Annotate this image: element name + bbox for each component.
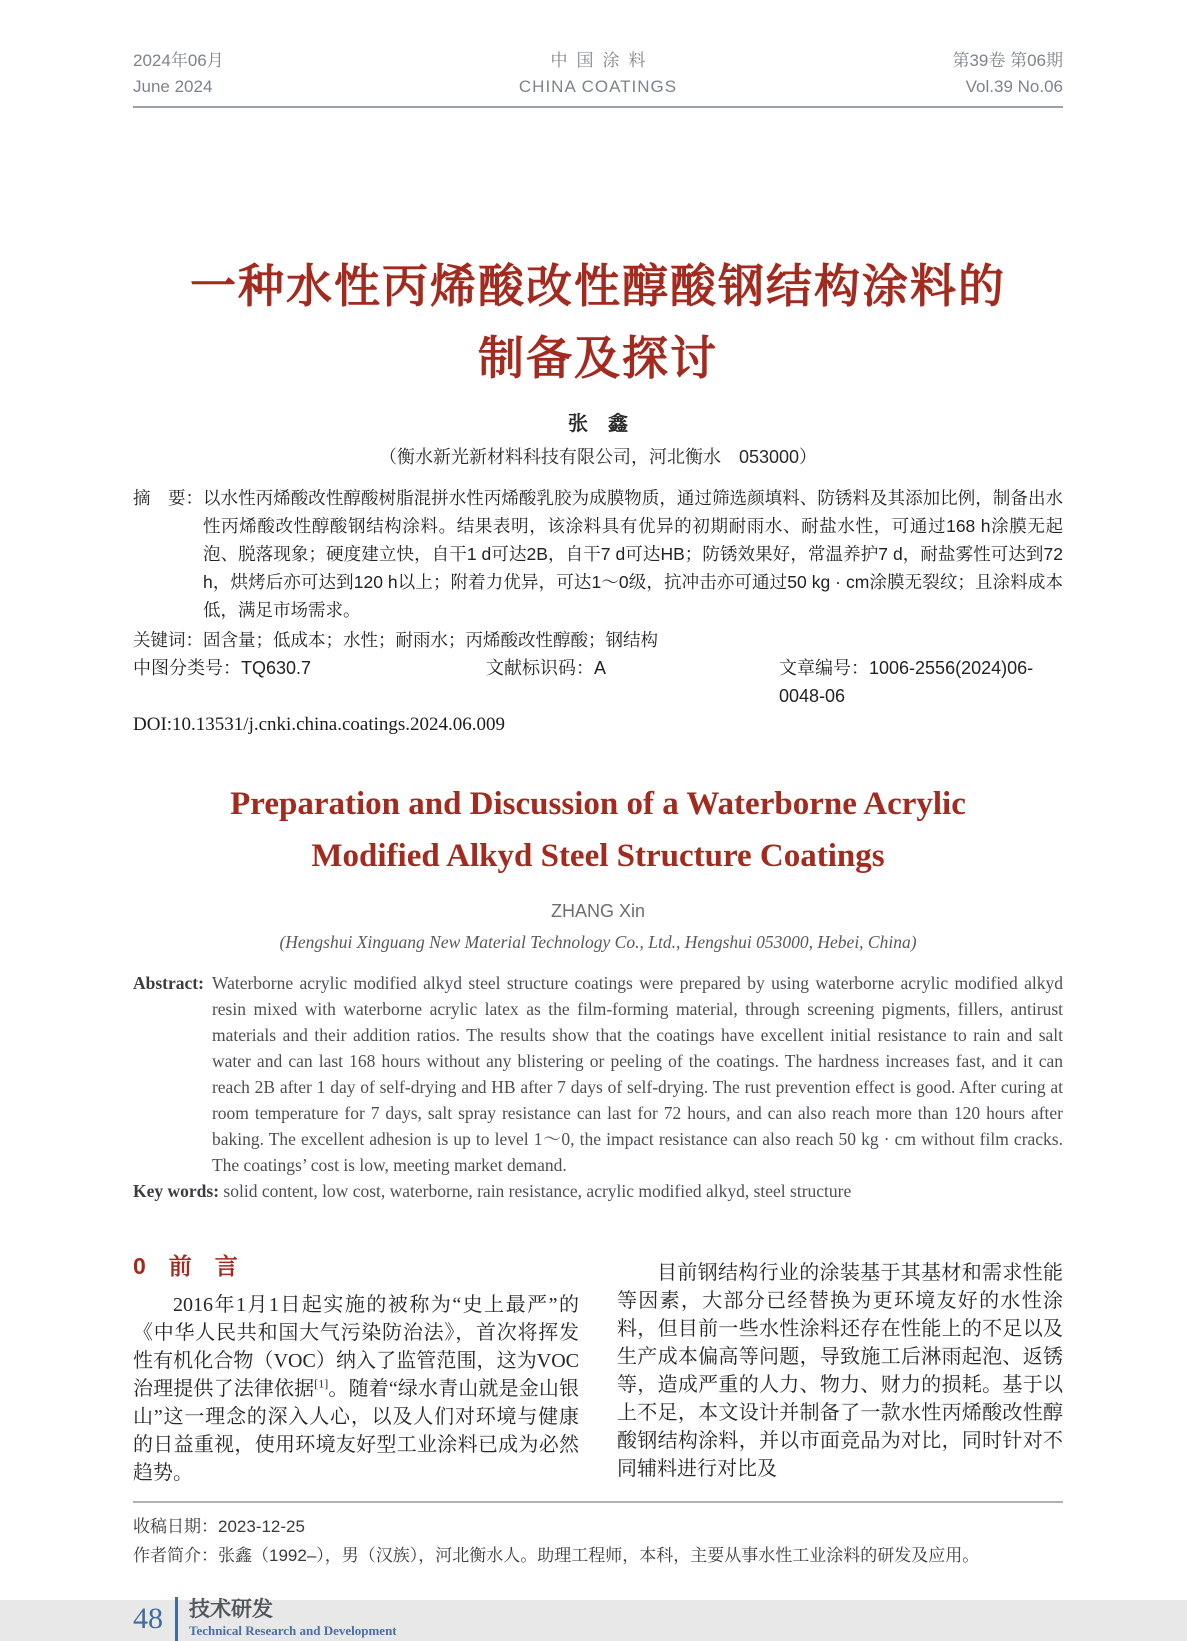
header-issue-en: Vol.39 No.06 bbox=[965, 77, 1063, 96]
intro-left-text-before-ref: 2016年1月1日起实施的被称为“史上最严”的《中华人民共和国大气污染防治法》，首次将挥发性有机化合物（VOC）纳入了监管范围，这为VOC治理提供了法律依据 bbox=[133, 1294, 579, 1400]
article-content bbox=[133, 250, 1063, 1487]
abstract-en-text: Waterborne acrylic modified alkyd steel structure coatings were prepared by using waterborne acrylic modified alkyd resin mixed with waterborne acrylic latex as the film-forming material, through screening pigments, fillers, antirust materials and their addition ratios. The results show that the coatings have excellent initial resistance to rain and salt water and can last 168 hours without any blistering or peeling of the coatings. The hardness increases fast, and it can reach 2B after 1 day of self-drying and HB after 7 days of self-drying. The rust prevention effect is good. After curing at room temperature for 7 days, salt spray resistance can last for 72 hours, and can also reach more than 120 hours after baking. The excellent adhesion is up to level 1～0, the impact resistance can also reach 50 kg · cm without film cracks. The coatings’ cost is low, meeting market demand. bbox=[211, 973, 1063, 1175]
keywords-en-label: Key words: bbox=[133, 1181, 220, 1201]
abstract-zh bbox=[133, 484, 1063, 624]
article-title-zh-line2: 制备及探讨 bbox=[478, 332, 718, 384]
header-date-en: June 2024 bbox=[133, 77, 213, 96]
page-footer bbox=[133, 1597, 1063, 1641]
intro-left-text-after-ref: 。随着“绿水青山就是金山银山”这一理念的深入人心，以及人们对环境与健康的日益重视，使用环境友好型工业涂料已成为必然趋势。 bbox=[133, 1378, 579, 1484]
header-issue bbox=[803, 48, 1063, 100]
article-title-zh-line1: 一种水性丙烯酸改性醇酸钢结构涂料的 bbox=[190, 260, 1006, 312]
article-title-en-line1: Preparation and Discussion of a Waterborne Acrylic bbox=[230, 786, 966, 822]
article-id: 文章编号：1006-2556(2024)06-0048-06 bbox=[779, 658, 1034, 706]
abstract-en bbox=[133, 970, 1063, 1178]
intro-paragraph-left bbox=[133, 1291, 579, 1487]
meta-row bbox=[133, 654, 1063, 710]
doi: DOI:10.13531/j.cnki.china.coatings.2024.06.009 bbox=[133, 714, 506, 735]
article-title-en-line2: Modified Alkyd Steel Structure Coatings bbox=[311, 838, 885, 874]
journal-header bbox=[133, 0, 1063, 108]
author-bio: 作者简介：张鑫（1992–），男（汉族），河北衡水人。助理工程师，本科，主要从事水性工业涂料的研发及应用。 bbox=[133, 1546, 980, 1565]
footer-section bbox=[189, 1598, 397, 1640]
article-title-en bbox=[133, 778, 1063, 882]
header-date bbox=[133, 48, 393, 100]
section-heading: 0 前 言 bbox=[133, 1253, 238, 1279]
footer-divider-bar bbox=[175, 1597, 178, 1641]
footnote-block bbox=[133, 1501, 1063, 1569]
footer-section-en: Technical Research and Development bbox=[189, 1623, 397, 1638]
header-journal-zh: 中国涂料 bbox=[550, 51, 655, 70]
abstract-en-label: Abstract: bbox=[133, 973, 204, 993]
received-date: 收稿日期：2023-12-25 bbox=[133, 1517, 305, 1536]
keywords-en-text: solid content, low cost, waterborne, rain resistance, acrylic modified alkyd, steel structure bbox=[219, 1181, 852, 1201]
author-zh: 张 鑫 bbox=[568, 413, 628, 435]
header-issue-zh: 第39卷 第06期 bbox=[952, 51, 1063, 70]
abstract-zh-text: 以水性丙烯酸改性醇酸树脂混拼水性丙烯酸乳胶为成膜物质，通过筛选颜填料、防锈料及其添加比例，制备出水性丙烯酸改性醇酸钢结构涂料。结果表明，该涂料具有优异的初期耐雨水、耐盐水性，可通过168 h涂膜无起泡、脱落现象；硬度建立快，自干1 d可达2B，自干7 d可达HB；防锈效果好，常温养护7 d，耐盐雾性可达到72 h，烘烤后亦可达到120 h以上；附着力优异，可达1～0级，抗冲击亦可通过50 kg · cm涂膜无裂纹；且涂料成本低，满足市场需求。 bbox=[203, 488, 1063, 620]
keywords-zh-text: 固含量；低成本；水性；耐雨水；丙烯酸改性醇酸；钢结构 bbox=[203, 630, 658, 650]
footer-section-zh: 技术研发 bbox=[189, 1598, 273, 1621]
keywords-zh bbox=[133, 626, 1063, 654]
page-number: 48 bbox=[133, 1602, 163, 1635]
header-date-zh: 2024年06月 bbox=[133, 51, 224, 70]
affiliation-zh: （衡水新光新材料科技有限公司，河北衡水 053000） bbox=[378, 447, 818, 467]
header-journal-en: CHINA COATINGS bbox=[518, 77, 678, 96]
header-journal bbox=[393, 48, 803, 100]
keywords-zh-label: 关键词： bbox=[133, 630, 203, 650]
citation-ref-1: [1] bbox=[314, 1376, 329, 1391]
clc-number: 中图分类号：TQ630.7 bbox=[133, 658, 312, 678]
keywords-en bbox=[133, 1178, 1063, 1205]
intro-right-column bbox=[617, 1249, 1063, 1487]
affiliation-en: (Hengshui Xinguang New Material Technology Co., Ltd., Hengshui 053000, Hebei, China) bbox=[279, 932, 917, 952]
abstract-zh-label: 摘 要： bbox=[133, 488, 203, 508]
section-intro bbox=[133, 1249, 1063, 1487]
intro-left-column bbox=[133, 1249, 579, 1487]
intro-paragraph-right: 目前钢结构行业的涂装基于其基材和需求性能等因素，大部分已经替换为更环境友好的水性涂料，但目前一些水性涂料还存在性能上的不足以及生产成本偏高等问题，导致施工后淋雨起泡、返锈等，造成严重的人力、物力、财力的损耗。基于以上不足，本文设计并制备了一款水性丙烯酸改性醇酸钢结构涂料，并以市面竞品为对比，同时针对不同辅料进行对比及 bbox=[617, 1262, 1063, 1480]
author-en: ZHANG Xin bbox=[550, 901, 646, 921]
article-title-zh bbox=[133, 250, 1063, 394]
document-code: 文献标识码：A bbox=[486, 658, 607, 678]
